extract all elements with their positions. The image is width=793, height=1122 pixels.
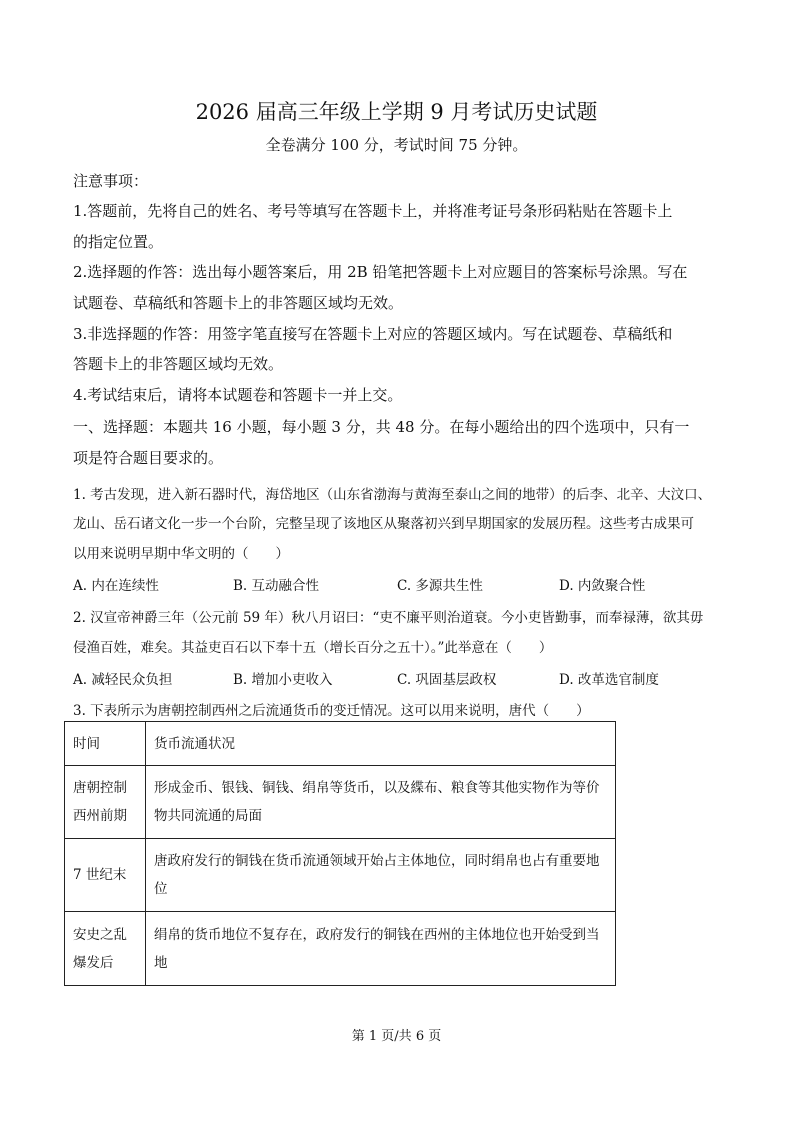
option-a: A. 内在连续性 [73,578,159,594]
notice-heading: 注意事项： [73,172,149,190]
question-1-stem: 1. 考古发现，进入新石器时代，海岱地区（山东省渤海与黄海至泰山之间的地带）的后李、北辛、大汶口、 [73,487,712,503]
table-cell: 唐朝控制西州前期 [65,766,146,839]
question-2-stem: 侵渔百姓，难矣。其益吏百石以下奉十五（增长百分之五十）。”此举意在（ ） [73,640,553,656]
table-row [65,766,616,839]
question-3-stem: 3. 下表所示为唐朝控制西州之后流通货币的变迁情况。这可以用来说明，唐代（ ） [73,703,590,719]
option-c: C. 多源共生性 [397,578,483,594]
option-a: A. 减轻民众负担 [73,672,173,688]
currency-table [64,721,616,986]
notice-line: 1.答题前，先将自己的姓名、考号等填写在答题卡上，并将准考证号条形码粘贴在答题卡上 [73,202,673,220]
table-header-row [65,722,616,766]
notice-line: 的指定位置。 [73,233,164,251]
notice-line: 4.考试结束后，请将本试题卷和答题卡一并上交。 [73,386,403,404]
table-cell: 7 世纪末 [65,839,146,912]
table-cell: 绢帛的货币地位不复存在，政府发行的铜钱在西州的主体地位也开始受到当地 [146,912,616,986]
table-row [65,839,616,912]
page-number: 第 1 页/共 6 页 [351,1029,442,1044]
option-d: D. 改革选官制度 [559,672,659,688]
option-b: B. 互动融合性 [233,578,320,594]
section-heading: 一、选择题：本题共 16 小题，每小题 3 分，共 48 分。在每小题给出的四个选项中，只有一 [73,418,690,436]
table-row [65,912,616,986]
option-b: B. 增加小吏收入 [233,672,333,688]
question-1-stem: 龙山、岳石诸文化一步一个台阶，完整呈现了该地区从聚落初兴到早期国家的发展历程。这些考古成果可 [73,516,694,532]
option-c: C. 巩固基层政权 [397,672,497,688]
exam-info: 全卷满分 100 分，考试时间 75 分钟。 [265,136,528,154]
table-cell: 安史之乱爆发后 [65,912,146,986]
page-title: 2026 届高三年级上学期 9 月考试历史试题 [195,100,598,124]
question-1-stem: 以用来说明早期中华文明的（ ） [73,546,289,562]
table-header-cell: 货币流通状况 [146,722,616,766]
option-d: D. 内敛聚合性 [559,578,646,594]
table-cell: 形成金币、银钱、铜钱、绢帛等货币，以及緤布、粮食等其他实物作为等价物共同流通的局面 [146,766,616,839]
table-cell: 唐政府发行的铜钱在货币流通领域开始占主体地位，同时绢帛也占有重要地位 [146,839,616,912]
section-heading-cont: 项是符合题目要求的。 [73,449,224,467]
notice-line: 2.选择题的作答：选出每小题答案后，用 2B 铅笔把答题卡上对应题目的答案标号涂黑。写在 [73,263,688,281]
notice-line: 试题卷、草稿纸和答题卡上的非答题区域均无效。 [73,294,404,312]
question-2-stem: 2. 汉宣帝神爵三年（公元前 59 年）秋八月诏曰：“吏不廉平则治道衰。今小吏皆勤事，而奉禄薄，欲其毋 [73,610,704,626]
notice-line: 3.非选择题的作答：用签字笔直接写在答题卡上对应的答题区域内。写在试题卷、草稿纸和 [73,325,673,343]
notice-line: 答题卡上的非答题区域均无效。 [73,355,284,373]
table-header-cell: 时间 [65,722,146,766]
